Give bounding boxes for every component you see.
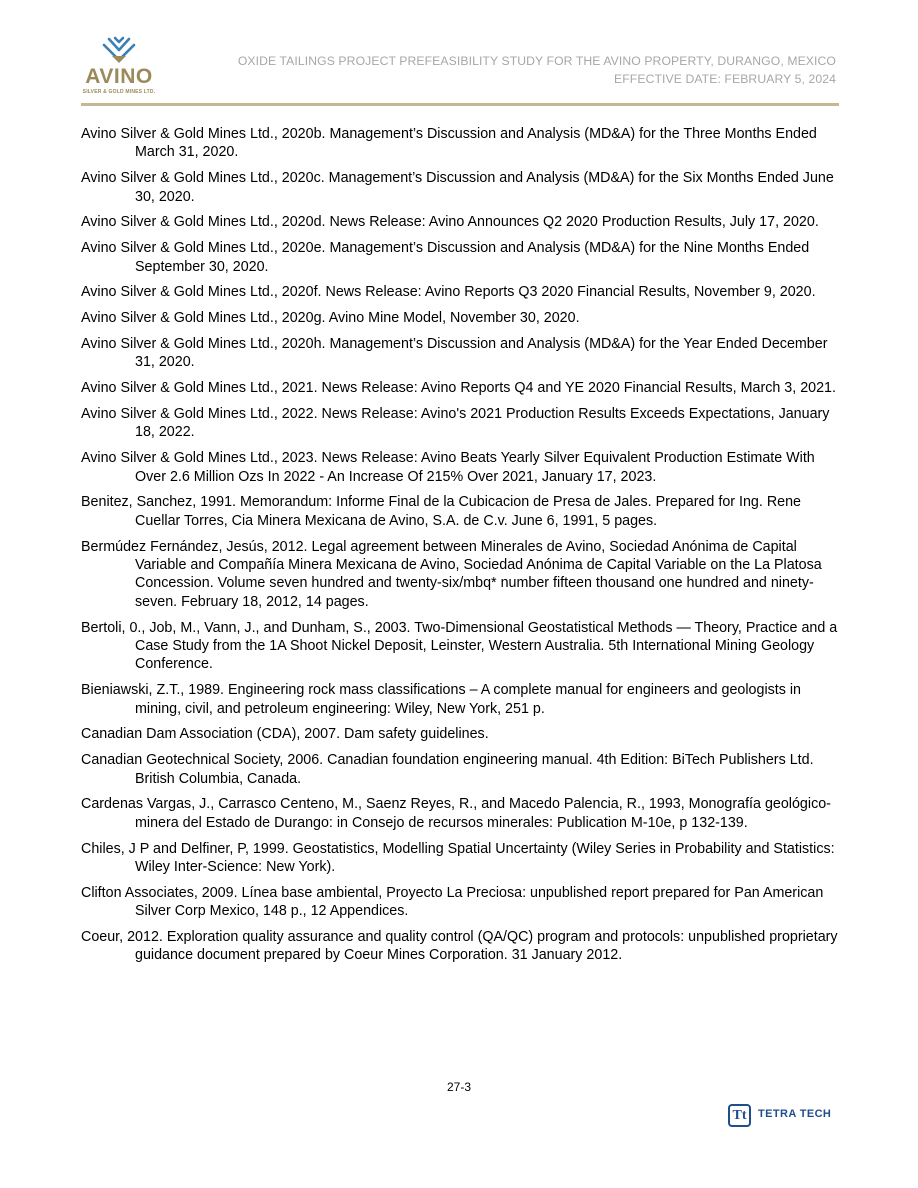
effective-date: EFFECTIVE DATE: FEBRUARY 5, 2024 — [614, 72, 836, 86]
avino-logo-tagline: SILVER & GOLD MINES LTD. — [82, 89, 156, 95]
tetra-tech-logo-icon: Tt — [728, 1104, 751, 1127]
avino-logo-wordmark: AVINO — [85, 65, 153, 88]
reference-entry: Avino Silver & Gold Mines Ltd., 2020d. News Release: Avino Announces Q2 2020 Production Results, July 17, 2020. — [81, 214, 819, 231]
reference-entry: Avino Silver & Gold Mines Ltd., 2020c. Management’s Discussion and Analysis (MD&A) for the Six Months Ended June 30, 2020. — [81, 170, 834, 205]
reference-entry: Avino Silver & Gold Mines Ltd., 2021. News Release: Avino Reports Q4 and YE 2020 Financial Results, March 3, 2021. — [81, 380, 836, 397]
reference-entry: Bermúdez Fernández, Jesús, 2012. Legal agreement between Minerales de Avino, Sociedad Anónima de Capital Variable and Compañía Minera Mexicana de Avino, Sociedad Anónima de Capital Variable on the La Platosa Concession. Volume seven hundred and twenty-six/mbq* number fifteen thousand one hundred and ninety-seven. February 18, 2012, 14 pages. — [81, 538, 822, 610]
reference-entry: Chiles, J P and Delfiner, P, 1999. Geostatistics, Modelling Spatial Uncertainty (Wiley Series in Probability and Statistics: Wiley Inter-Science: New York). — [81, 840, 835, 876]
reference-entry: Cardenas Vargas, J., Carrasco Centeno, M., Saenz Reyes, R., and Macedo Palencia, R., 1993, Monografía geológico-minera del Estado de Durango: in Consejo de recursos minerales: Publication M-10e, p 132-139. — [81, 796, 831, 831]
reference-entry: Avino Silver & Gold Mines Ltd., 2020b. Management’s Discussion and Analysis (MD&A) for the Three Months Ended March 31, 2020. — [81, 126, 817, 161]
reference-entry: Avino Silver & Gold Mines Ltd., 2023. News Release: Avino Beats Yearly Silver Equivalent Production Estimate With Over 2.6 Million Ozs In 2022 - An Increase Of 215% Over 2021, January 17, 2023. — [81, 450, 815, 485]
reference-entry: Avino Silver & Gold Mines Ltd., 2020f. News Release: Avino Reports Q3 2020 Financial Results, November 9, 2020. — [81, 284, 816, 301]
header-divider — [81, 103, 839, 106]
reference-entry: Avino Silver & Gold Mines Ltd., 2020e. Management’s Discussion and Analysis (MD&A) for the Nine Months Ended September 30, 2020. — [81, 240, 810, 275]
reference-entry: Avino Silver & Gold Mines Ltd., 2022. News Release: Avino's 2021 Production Results Exceeds Expectations, January 18, 2022. — [81, 406, 830, 441]
reference-entry: Canadian Dam Association (CDA), 2007. Dam safety guidelines. — [81, 726, 489, 743]
report-title: OXIDE TAILINGS PROJECT PREFEASIBILITY STUDY FOR THE AVINO PROPERTY, DURANGO, MEXICO — [237, 54, 836, 68]
reference-entry: Bieniawski, Z.T., 1989. Engineering rock mass classifications – A complete manual for engineers and geologists in mining, civil, and petroleum engineering: Wiley, New York, 251 p. — [81, 682, 801, 717]
reference-entry: Bertoli, 0., Job, M., Vann, J., and Dunham, S., 2003. Two-Dimensional Geostatistical Methods — Theory, Practice and a Case Study from the 1A Shoot Nickel Deposit, Leinster, Western Australia. 5th International Mining Geology Conference. — [81, 619, 838, 673]
reference-entry: Avino Silver & Gold Mines Ltd., 2020h. Management’s Discussion and Analysis (MD&A) for the Year Ended December 31, 2020. — [81, 336, 828, 371]
reference-entry: Clifton Associates, 2009. Línea base ambiental, Proyecto La Preciosa: unpublished report prepared for Pan American Silver Corp Mexico, 148 p., 12 Appendices. — [81, 884, 824, 920]
reference-entry: Benitez, Sanchez, 1991. Memorandum: Informe Final de la Cubicacion de Presa de Jales. Prepared for Ing. Rene Cuellar Torres, Cia Minera Mexicana de Avino, S.A. de C.v. June 6, 1991, 5 pages. — [81, 494, 802, 529]
avino-logo — [82, 36, 162, 100]
reference-entry: Coeur, 2012. Exploration quality assurance and quality control (QA/QC) program and protocols: unpublished proprietary guidance document prepared by Coeur Mines Corporation. 31 January 2012. — [81, 929, 838, 964]
reference-entry: Avino Silver & Gold Mines Ltd., 2020g. Avino Mine Model, November 30, 2020. — [81, 310, 580, 327]
document-header — [238, 52, 836, 88]
page-number: 27-3 — [446, 1080, 472, 1094]
tetra-tech-name: TETRA TECH — [758, 1108, 832, 1120]
reference-list — [81, 125, 841, 972]
avino-logo-icon — [82, 36, 156, 66]
reference-entry: Canadian Geotechnical Society, 2006. Canadian foundation engineering manual. 4th Edition: BiTech Publishers Ltd. British Columbia, Canada. — [81, 752, 814, 787]
